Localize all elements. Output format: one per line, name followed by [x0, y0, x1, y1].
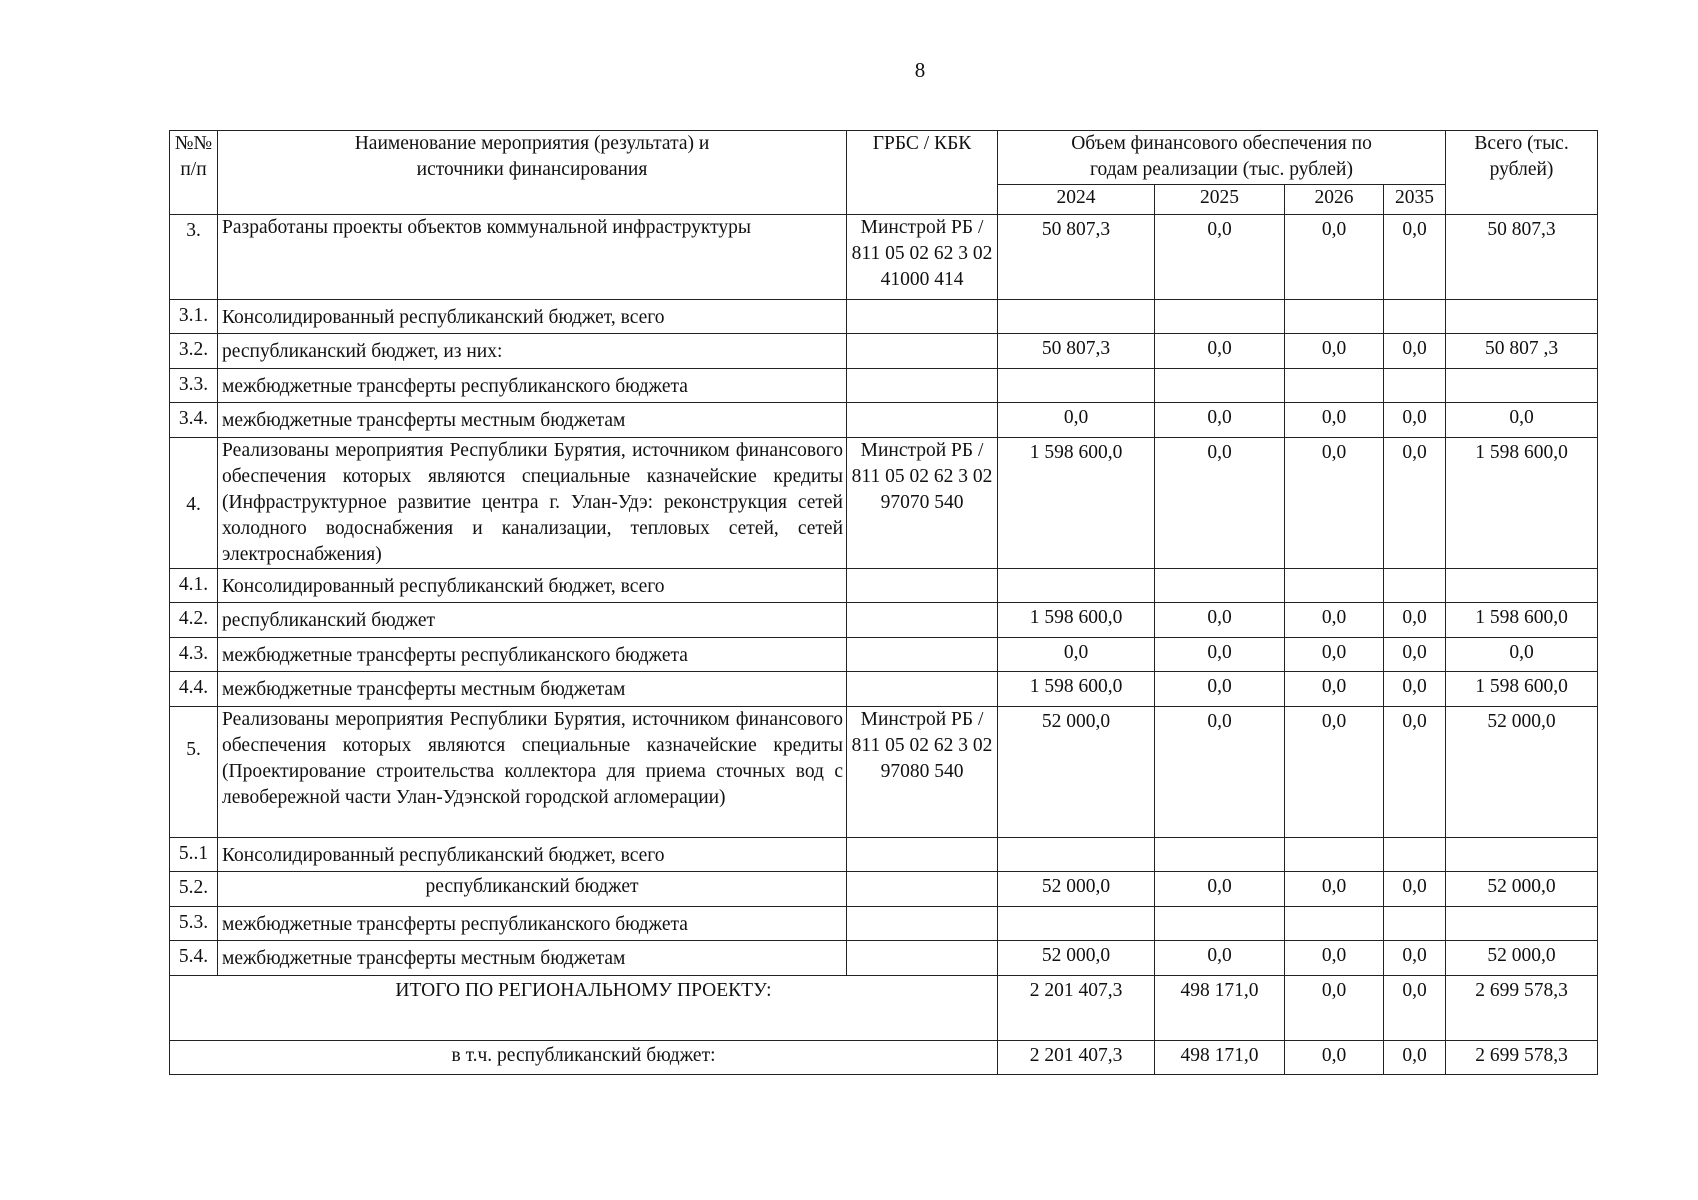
- value-total: 52 000,0: [1446, 872, 1598, 907]
- value-2024: [998, 369, 1155, 403]
- row-code: [847, 334, 998, 369]
- value-total: 50 807 ,3: [1446, 334, 1598, 369]
- row-number: 4.: [170, 438, 218, 569]
- table-row: [170, 907, 1598, 941]
- row-number: 3.1.: [170, 300, 218, 334]
- value-2035: 0,0: [1384, 403, 1446, 438]
- row-number: 5..1: [170, 838, 218, 872]
- value-2026: [1285, 907, 1384, 941]
- value-2026: 0,0: [1285, 672, 1384, 707]
- value-2026: 0,0: [1285, 941, 1384, 976]
- value-2025: 0,0: [1155, 638, 1285, 672]
- value-2025: 0,0: [1155, 672, 1285, 707]
- row-code: Минстрой РБ / 811 05 02 62 3 02 41000 414: [847, 215, 998, 300]
- value-2026: 0,0: [1285, 638, 1384, 672]
- value-2025: 0,0: [1155, 603, 1285, 638]
- value-2025: [1155, 907, 1285, 941]
- value-2024: 1 598 600,0: [998, 603, 1155, 638]
- value-2035: 0,0: [1384, 872, 1446, 907]
- value-2035: 0,0: [1384, 334, 1446, 369]
- header-year: 2035: [1384, 185, 1446, 215]
- value-2026: 0,0: [1285, 872, 1384, 907]
- total-value-2035: 0,0: [1384, 1041, 1446, 1075]
- header-num: №№ п/п: [170, 131, 218, 215]
- value-2026: 0,0: [1285, 334, 1384, 369]
- row-name: межбюджетные трансферты местным бюджетам: [218, 403, 847, 438]
- value-2026: 0,0: [1285, 603, 1384, 638]
- row-code: [847, 838, 998, 872]
- value-2026: 0,0: [1285, 215, 1384, 300]
- table-row: [170, 569, 1598, 603]
- value-total: 0,0: [1446, 638, 1598, 672]
- value-2024: 52 000,0: [998, 941, 1155, 976]
- row-code: [847, 403, 998, 438]
- value-2024: [998, 569, 1155, 603]
- row-number: 4.1.: [170, 569, 218, 603]
- row-name: Консолидированный республиканский бюджет, всего: [218, 838, 847, 872]
- table-row: [170, 941, 1598, 976]
- total-value-all: 2 699 578,3: [1446, 976, 1598, 1041]
- row-number: 5.2.: [170, 872, 218, 907]
- value-2035: 0,0: [1384, 438, 1446, 569]
- value-2025: 0,0: [1155, 872, 1285, 907]
- table-row: [170, 638, 1598, 672]
- value-total: [1446, 569, 1598, 603]
- row-number: 5.4.: [170, 941, 218, 976]
- value-2025: [1155, 569, 1285, 603]
- row-name: Разработаны проекты объектов коммунальной инфраструктуры: [218, 215, 847, 300]
- total-value-all: 2 699 578,3: [1446, 1041, 1598, 1075]
- value-2024: 50 807,3: [998, 215, 1155, 300]
- value-2035: 0,0: [1384, 215, 1446, 300]
- value-total: 50 807,3: [1446, 215, 1598, 300]
- value-2035: 0,0: [1384, 672, 1446, 707]
- row-code: [847, 907, 998, 941]
- row-code: Минстрой РБ / 811 05 02 62 3 02 97070 540: [847, 438, 998, 569]
- row-name: межбюджетные трансферты республиканского бюджета: [218, 369, 847, 403]
- total-value-2024: 2 201 407,3: [998, 976, 1155, 1041]
- value-2035: [1384, 300, 1446, 334]
- value-2025: 0,0: [1155, 334, 1285, 369]
- value-total: 0,0: [1446, 403, 1598, 438]
- value-2025: [1155, 300, 1285, 334]
- value-total: [1446, 838, 1598, 872]
- value-2035: [1384, 369, 1446, 403]
- row-code: [847, 569, 998, 603]
- row-name: Реализованы мероприятия Республики Бурятия, источником финансового обеспечения которых являются специальные казначейские кредиты (Проектирование строительства коллектора для приема сточных вод с левобережной части Улан-Удэнской городской агломерации): [218, 707, 847, 838]
- row-name: межбюджетные трансферты местным бюджетам: [218, 941, 847, 976]
- value-2026: 0,0: [1285, 403, 1384, 438]
- value-2025: 0,0: [1155, 438, 1285, 569]
- value-total: [1446, 907, 1598, 941]
- value-total: 1 598 600,0: [1446, 438, 1598, 569]
- row-code: [847, 672, 998, 707]
- row-name: межбюджетные трансферты республиканского бюджета: [218, 907, 847, 941]
- value-total: 1 598 600,0: [1446, 672, 1598, 707]
- value-2024: 1 598 600,0: [998, 672, 1155, 707]
- value-2026: [1285, 838, 1384, 872]
- value-total: [1446, 300, 1598, 334]
- row-name: республиканский бюджет, из них:: [218, 334, 847, 369]
- table-row: [170, 438, 1598, 569]
- value-2024: 1 598 600,0: [998, 438, 1155, 569]
- value-2024: 0,0: [998, 638, 1155, 672]
- value-2035: 0,0: [1384, 638, 1446, 672]
- value-2026: [1285, 369, 1384, 403]
- page-number: 8: [914, 58, 926, 82]
- row-name: межбюджетные трансферты республиканского бюджета: [218, 638, 847, 672]
- row-number: 4.4.: [170, 672, 218, 707]
- value-2025: 0,0: [1155, 941, 1285, 976]
- budget-table: [169, 130, 1598, 1075]
- total-label: ИТОГО ПО РЕГИОНАЛЬНОМУ ПРОЕКТУ:: [170, 976, 998, 1041]
- row-name: Реализованы мероприятия Республики Бурятия, источником финансового обеспечения которых являются специальные казначейские кредиты (Инфраструктурное развитие центра г. Улан-Удэ: реконструкция сетей холодного водоснабжения и канализации, тепловых сетей, сетей электроснабжения): [218, 438, 847, 569]
- row-name: республиканский бюджет: [218, 872, 847, 907]
- row-number: 5.3.: [170, 907, 218, 941]
- value-2025: 0,0: [1155, 707, 1285, 838]
- value-2035: [1384, 569, 1446, 603]
- value-2026: 0,0: [1285, 438, 1384, 569]
- row-number: 4.2.: [170, 603, 218, 638]
- value-2035: 0,0: [1384, 941, 1446, 976]
- value-total: [1446, 369, 1598, 403]
- row-number: 5.: [170, 707, 218, 838]
- header-year: 2025: [1155, 185, 1285, 215]
- value-2024: 52 000,0: [998, 872, 1155, 907]
- row-name: Консолидированный республиканский бюджет, всего: [218, 300, 847, 334]
- value-2024: 0,0: [998, 403, 1155, 438]
- value-2024: [998, 300, 1155, 334]
- header-year: 2026: [1285, 185, 1384, 215]
- value-2026: 0,0: [1285, 707, 1384, 838]
- total-value-2035: 0,0: [1384, 976, 1446, 1041]
- table-row: [170, 215, 1598, 300]
- row-code: Минстрой РБ / 811 05 02 62 3 02 97080 540: [847, 707, 998, 838]
- total-value-2025: 498 171,0: [1155, 976, 1285, 1041]
- value-2024: 50 807,3: [998, 334, 1155, 369]
- value-2025: 0,0: [1155, 403, 1285, 438]
- total-value-2026: 0,0: [1285, 1041, 1384, 1075]
- total-row: [170, 1041, 1598, 1075]
- header-volume: Объем финансового обеспечения по годам реализации (тыс. рублей): [998, 131, 1446, 185]
- header-grbs: ГРБС / КБК: [847, 131, 998, 215]
- value-2035: [1384, 907, 1446, 941]
- value-2035: 0,0: [1384, 707, 1446, 838]
- value-2025: 0,0: [1155, 215, 1285, 300]
- row-number: 4.3.: [170, 638, 218, 672]
- row-number: 3.3.: [170, 369, 218, 403]
- value-2026: [1285, 569, 1384, 603]
- table-row: [170, 603, 1598, 638]
- row-code: [847, 638, 998, 672]
- total-value-2025: 498 171,0: [1155, 1041, 1285, 1075]
- table-row: [170, 672, 1598, 707]
- row-number: 3.: [170, 215, 218, 300]
- value-total: 52 000,0: [1446, 941, 1598, 976]
- value-2035: [1384, 838, 1446, 872]
- table-row: [170, 707, 1598, 838]
- value-2025: [1155, 838, 1285, 872]
- row-name: межбюджетные трансферты местным бюджетам: [218, 672, 847, 707]
- value-2026: [1285, 300, 1384, 334]
- total-value-2026: 0,0: [1285, 976, 1384, 1041]
- table-row: [170, 334, 1598, 369]
- value-2024: [998, 838, 1155, 872]
- table-row: [170, 872, 1598, 907]
- row-code: [847, 603, 998, 638]
- row-code: [847, 941, 998, 976]
- header-name: Наименование мероприятия (результата) и источники финансирования: [218, 131, 847, 215]
- value-total: 1 598 600,0: [1446, 603, 1598, 638]
- row-name: республиканский бюджет: [218, 603, 847, 638]
- row-code: [847, 872, 998, 907]
- value-2035: 0,0: [1384, 603, 1446, 638]
- total-value-2024: 2 201 407,3: [998, 1041, 1155, 1075]
- value-2024: [998, 907, 1155, 941]
- value-2024: 52 000,0: [998, 707, 1155, 838]
- total-row: [170, 976, 1598, 1041]
- total-label: в т.ч. республиканский бюджет:: [170, 1041, 998, 1075]
- header-total: Всего (тыс. рублей): [1446, 131, 1598, 215]
- row-number: 3.4.: [170, 403, 218, 438]
- table-row: [170, 403, 1598, 438]
- row-name: Консолидированный республиканский бюджет, всего: [218, 569, 847, 603]
- table-row: [170, 300, 1598, 334]
- table-row: [170, 369, 1598, 403]
- row-number: 3.2.: [170, 334, 218, 369]
- row-code: [847, 300, 998, 334]
- header-year: 2024: [998, 185, 1155, 215]
- row-code: [847, 369, 998, 403]
- value-total: 52 000,0: [1446, 707, 1598, 838]
- value-2025: [1155, 369, 1285, 403]
- table-row: [170, 838, 1598, 872]
